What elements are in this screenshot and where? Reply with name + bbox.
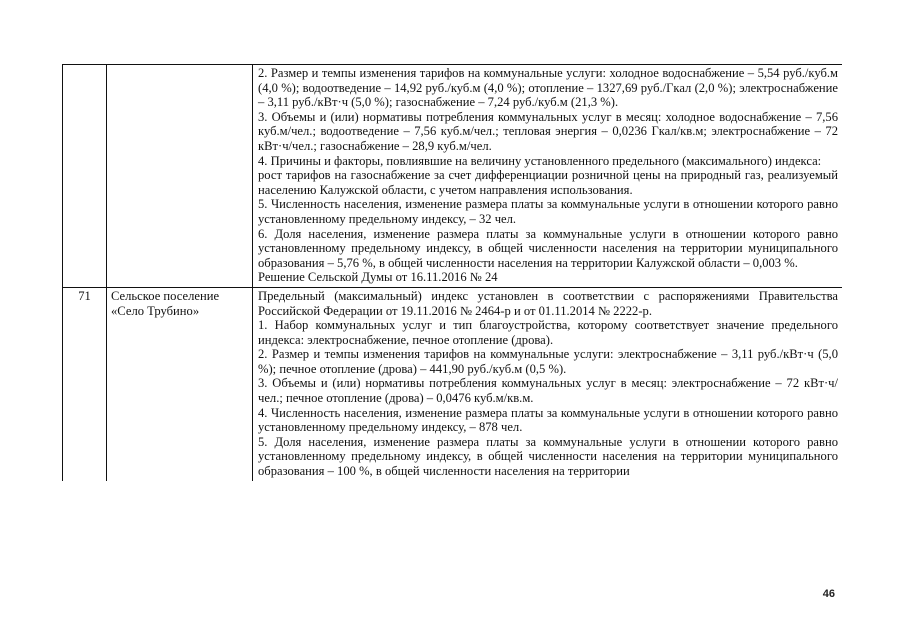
paragraph: рост тарифов на газоснабжение за счет дифференциации розничной цены на природный газ, реализуемый населению Калужской области, с учетом направления использования. [258,168,838,197]
row-number-cell: 71 [63,288,107,481]
paragraph: 3. Объемы и (или) нормативы потребления коммунальных услуг в месяц: электроснабжение – 72 кВт·ч/чел.; печное отопление (дрова) – 0,0476 куб.м/кв.м. [258,376,838,406]
paragraph: 5. Численность населения, изменение размера платы за коммунальные услуги в отношении которого равно установленному предельному индексу, – 32 чел. [258,197,838,226]
details-cell [253,64,842,288]
paragraph: Решение Сельской Думы от 16.11.2016 № 24 [258,270,498,285]
page-number: 46 [822,588,835,600]
paragraph: 2. Размер и темпы изменения тарифов на коммунальные услуги: электроснабжение – 3,11 руб./кВт·ч (5,0 %); печное отопление (дрова) – 441,90 руб./куб.м (0,5 %). [258,347,838,376]
table-row [62,288,842,481]
municipality-name-cell: Сельское поселение «Село Трубино» [107,288,253,481]
row-number-cell [63,64,107,288]
paragraph: 4. Причины и факторы, повлиявшие на величину установленного предельного (максимального) индекса: [258,153,822,168]
document-table [62,64,842,579]
paragraph: Предельный (максимальный) индекс установлен в соответствии с распоряжениями Правительства Российской Федерации от 19.11.2016 № 2464-р и от 01.11.2014 № 2222-р. [258,288,838,318]
paragraph: 6. Доля населения, изменение размера платы за коммунальные услуги в отношении которого равно установленному предельному индексу, в общей численности населения на территории муниципального образования – 5,76 %, в общей численности населения на территории Калужской области – 0,003 %. [258,226,838,270]
details-cell [253,288,842,481]
paragraph: 2. Размер и темпы изменения тарифов на коммунальные услуги: холодное водоснабжение – 5,54 руб./куб.м (4,0 %); водоотведение – 14,92 руб./куб.м (4,0 %); отопление – 1327,69 руб./Гкал (2,0 %); электроснабжение – 3,11 руб./кВт·ч (5,0 %); газоснабжение – 7,24 руб./куб.м (21,3 %). [258,66,838,110]
paragraph: 5. Доля населения, изменение размера платы за коммунальные услуги в отношении которого равно установленному предельному индексу, в общей численности населения на территории муниципального образования – 100 %, в общей численности населения на территории [258,434,838,479]
paragraph: 1. Набор коммунальных услуг и тип благоустройства, которому соответствует значение предельного индекса: электроснабжение, печное отопление (дрова). [258,318,838,347]
table-row [62,64,842,288]
paragraph: 4. Численность населения, изменение размера платы за коммунальные услуги в отношении которого равно установленному предельному индексу, – 878 чел. [258,405,838,435]
municipality-name-cell [107,64,253,288]
paragraph: 3. Объемы и (или) нормативы потребления коммунальных услуг в месяц: холодное водоснабжение – 7,56 куб.м/чел.; водоотведение – 7,56 куб.м/чел.; тепловая энергия – 0,0236 Гкал/кв.м; электроснабжение – 72 кВт·ч/чел.; газоснабжение – 28,9 куб.м/чел. [258,109,838,153]
